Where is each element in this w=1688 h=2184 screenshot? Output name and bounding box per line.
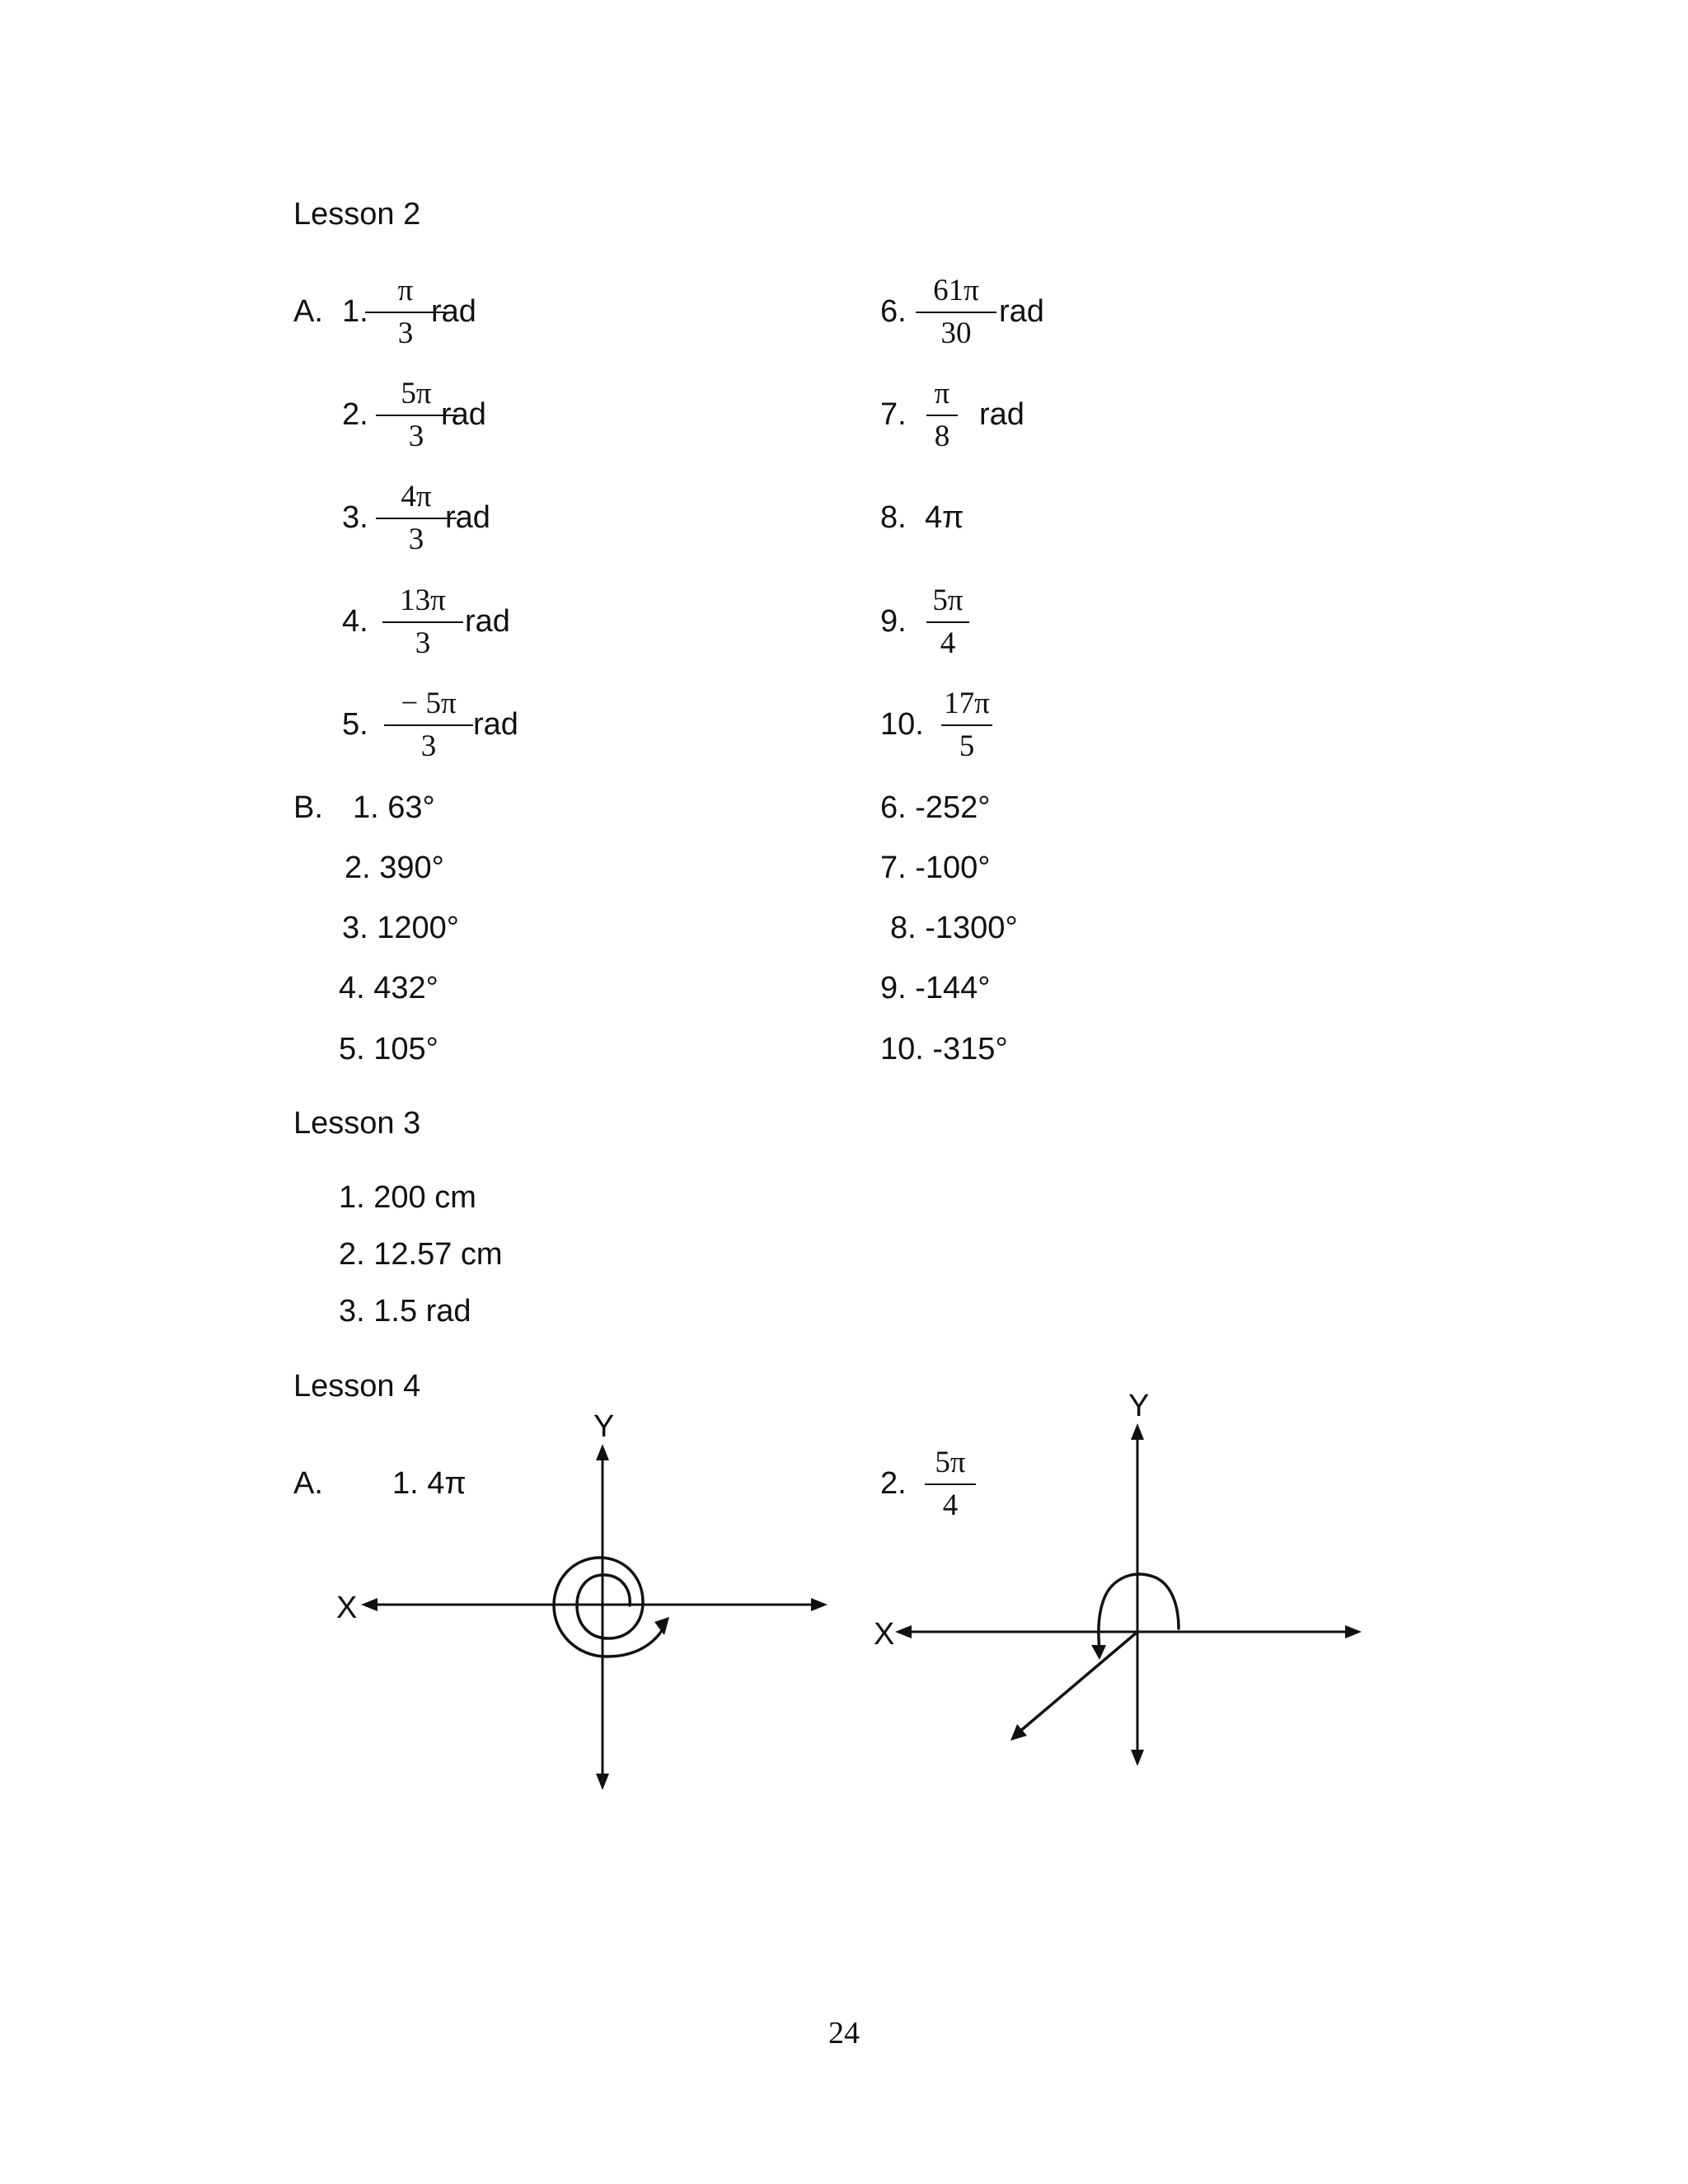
b10: 10. -315° (880, 1032, 1008, 1066)
a6-fraction: 61π 30 (911, 272, 1001, 353)
lesson2-title: Lesson 2 (293, 197, 421, 232)
section-a-label: A. (293, 294, 323, 329)
a4-unit: rad (465, 604, 510, 639)
lesson4-item-2-number: 2. (880, 1466, 907, 1501)
b2: 2. 390° (345, 851, 444, 885)
a10-fraction: 17π 5 (921, 685, 1012, 766)
lesson4-item-1: 1. 4π (392, 1466, 467, 1501)
diagram2-x-label: X (874, 1617, 895, 1652)
lesson3-item-1: 1. 200 cm (339, 1180, 476, 1215)
page-number: 24 (828, 2016, 860, 2050)
a3-fraction: 4π 3 (371, 478, 462, 559)
diagram2-y-arrow-up (1131, 1423, 1144, 1440)
b6: 6. -252° (880, 790, 991, 825)
diagram2-y-label: Y (1128, 1389, 1150, 1423)
a3-number: 3. (342, 500, 368, 535)
a9-fraction: 5π 4 (907, 582, 989, 663)
a9-number: 9. (880, 604, 907, 639)
lesson4-title: Lesson 4 (293, 1369, 421, 1404)
diagram2-x-arrow-left (895, 1625, 912, 1638)
a2-fraction: 5π 3 (371, 375, 462, 456)
b4: 4. 432° (339, 971, 438, 1005)
a10-number: 10. (880, 707, 924, 742)
b9: 9. -144° (880, 971, 991, 1005)
b8: 8. -1300° (890, 911, 1018, 945)
lesson3-item-2: 2. 12.57 cm (339, 1237, 503, 1272)
section-b-label: B. (293, 790, 323, 825)
diagram2-x-arrow-right (1345, 1625, 1362, 1638)
b1: 1. 63° (353, 790, 435, 825)
a8-value: 4π (925, 500, 964, 535)
a1-unit: rad (431, 294, 476, 329)
a3-unit: rad (445, 500, 490, 535)
a5-fraction: − 5π 3 (379, 685, 478, 766)
a4-fraction: 13π 3 (377, 582, 468, 663)
lesson4-a-label: A. (293, 1466, 323, 1501)
b5: 5. 105° (339, 1032, 438, 1066)
lesson3-title: Lesson 3 (293, 1106, 421, 1141)
a2-unit: rad (441, 397, 486, 432)
a6-unit: rad (999, 294, 1044, 329)
a4-number: 4. (342, 604, 368, 639)
diagram1-x-label: X (336, 1591, 358, 1625)
a1-number: 1. (342, 294, 368, 329)
diagram2-arc-arrow (1091, 1645, 1106, 1660)
b3: 3. 1200° (342, 911, 459, 945)
a2-number: 2. (342, 397, 368, 432)
a5-number: 5. (342, 707, 368, 742)
lesson3-item-3: 3. 1.5 rad (339, 1294, 471, 1329)
lesson4-item-2-fraction: 5π 4 (913, 1444, 987, 1525)
diagram2-y-arrow-down (1131, 1750, 1144, 1766)
a6-number: 6. (880, 294, 907, 329)
a7-unit: rad (979, 397, 1025, 432)
a7-fraction: π 8 (897, 375, 987, 456)
a1-fraction: π 3 (360, 272, 451, 353)
diagram2-terminal-ray (1019, 1632, 1137, 1732)
a5-unit: rad (473, 707, 518, 742)
diagram1-y-label: Y (593, 1409, 615, 1444)
b7: 7. -100° (880, 851, 991, 885)
a8-number: 8. (880, 500, 907, 535)
a7-number: 7. (880, 397, 907, 432)
